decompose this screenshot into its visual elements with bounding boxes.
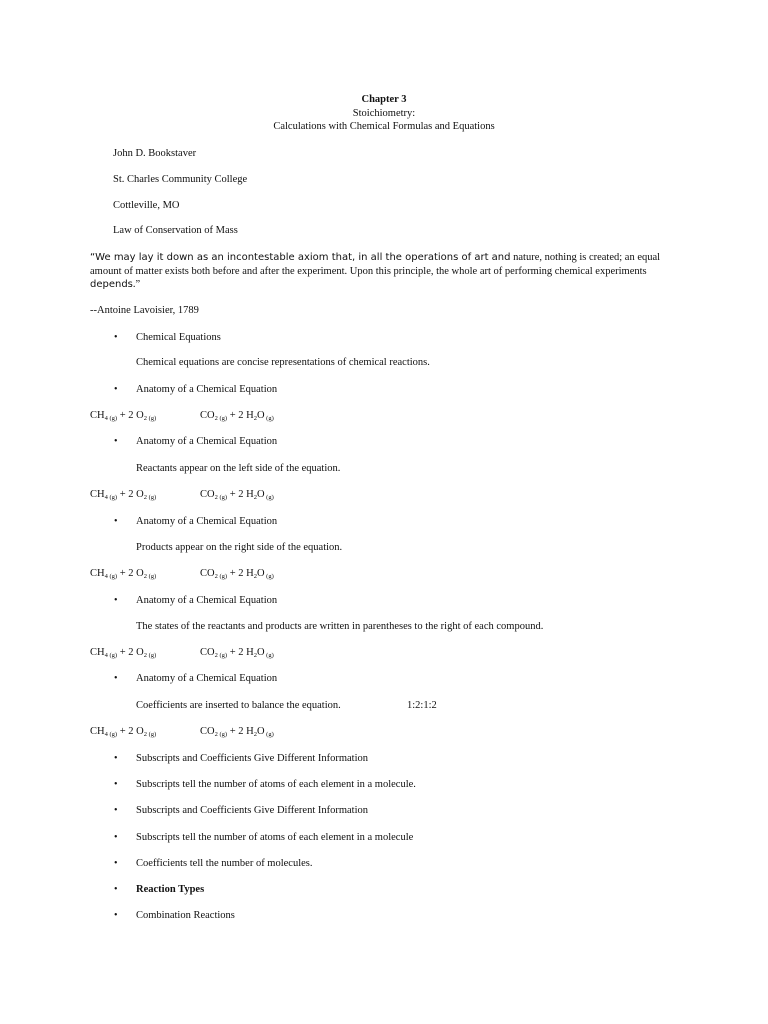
chapter-subtitle: Stoichiometry:: [352, 108, 416, 119]
bullet-item: Combination Reactions: [136, 910, 235, 921]
quote-handwritten-word: depends: [90, 279, 133, 290]
bullet-item: Chemical Equations: [136, 332, 221, 343]
bullet-dot: •: [114, 779, 118, 790]
quote-handwritten-start: “We may lay it down as an incontestable axiom that, in all the operations of art and: [90, 252, 511, 263]
paragraph: Coefficients are inserted to balance the equation.: [136, 700, 341, 711]
equation-products: $CO_2$ $_{(g)}$ + 2 $H_2O$ $_{(g)}$: [200, 489, 274, 501]
equation-reactants: $CH_4$ $_{(g)}$ + 2 $O_2$ $_{(g)}$: [90, 647, 157, 659]
coefficient-ratio: 1:2:1:2: [407, 700, 437, 711]
bullet-dot: •: [114, 384, 118, 395]
paragraph: Products appear on the right side of the equation.: [136, 542, 343, 553]
bullet-item: Subscripts and Coefficients Give Different Information: [136, 753, 369, 764]
quote-body: nature, nothing is created; an equal amount of matter exists both before and after the experiment. Upon this principle, the whole art of performing chemical experiments: [90, 252, 661, 277]
bullet-dot: •: [114, 858, 118, 869]
bullet-dot: •: [114, 832, 118, 843]
bullet-dot: •: [114, 884, 118, 895]
bullet-dot: •: [114, 595, 118, 606]
bullet-dot: •: [114, 516, 118, 527]
equation-reactants: $CH_4$ $_{(g)}$ + 2 $O_2$ $_{(g)}$: [90, 568, 157, 580]
author-college: St. Charles Community College: [113, 174, 248, 185]
bullet-dot: •: [114, 910, 118, 921]
paragraph: The states of the reactants and products are written in parentheses to the right of each compound.: [136, 621, 544, 632]
quote-attribution: --Antoine Lavoisier, 1789: [90, 305, 199, 316]
chapter-heading: Chapter 3: [361, 94, 407, 105]
lavoisier-quote: [90, 251, 690, 292]
equation-reactants: $CH_4$ $_{(g)}$ + 2 $O_2$ $_{(g)}$: [90, 726, 157, 738]
paragraph: Reactants appear on the left side of the equation.: [136, 463, 341, 474]
equation-reactants: $CH_4$ $_{(g)}$ + 2 $O_2$ $_{(g)}$: [90, 410, 157, 422]
section-heading: Law of Conservation of Mass: [113, 225, 238, 236]
bullet-dot: •: [114, 436, 118, 447]
bullet-dot: •: [114, 805, 118, 816]
equation-products: $CO_2$ $_{(g)}$ + 2 $H_2O$ $_{(g)}$: [200, 410, 274, 422]
chapter-title: Calculations with Chemical Formulas and Equations: [273, 121, 495, 132]
bullet-item: Coefficients tell the number of molecules.: [136, 858, 313, 869]
bullet-dot: •: [114, 332, 118, 343]
equation-products: $CO_2$ $_{(g)}$ + 2 $H_2O$ $_{(g)}$: [200, 726, 274, 738]
bullet-item: Subscripts and Coefficients Give Different Information: [136, 805, 369, 816]
author-name: John D. Bookstaver: [113, 148, 197, 159]
bullet-item-heading: Reaction Types: [136, 884, 205, 895]
bullet-item: Subscripts tell the number of atoms of each element in a molecule.: [136, 779, 416, 790]
bullet-item: Subscripts tell the number of atoms of each element in a molecule: [136, 832, 414, 843]
bullet-item: Anatomy of a Chemical Equation: [136, 436, 278, 447]
author-location: Cottleville, MO: [113, 200, 180, 211]
equation-products: $CO_2$ $_{(g)}$ + 2 $H_2O$ $_{(g)}$: [200, 568, 274, 580]
bullet-item: Anatomy of a Chemical Equation: [136, 673, 278, 684]
bullet-item: Anatomy of a Chemical Equation: [136, 384, 278, 395]
bullet-dot: •: [114, 673, 118, 684]
bullet-dot: •: [114, 753, 118, 764]
bullet-item: Anatomy of a Chemical Equation: [136, 516, 278, 527]
paragraph: Chemical equations are concise representations of chemical reactions.: [136, 357, 430, 368]
quote-end: .”: [132, 279, 141, 290]
equation-reactants: $CH_4$ $_{(g)}$ + 2 $O_2$ $_{(g)}$: [90, 489, 157, 501]
bullet-item: Anatomy of a Chemical Equation: [136, 595, 278, 606]
equation-products: $CO_2$ $_{(g)}$ + 2 $H_2O$ $_{(g)}$: [200, 647, 274, 659]
